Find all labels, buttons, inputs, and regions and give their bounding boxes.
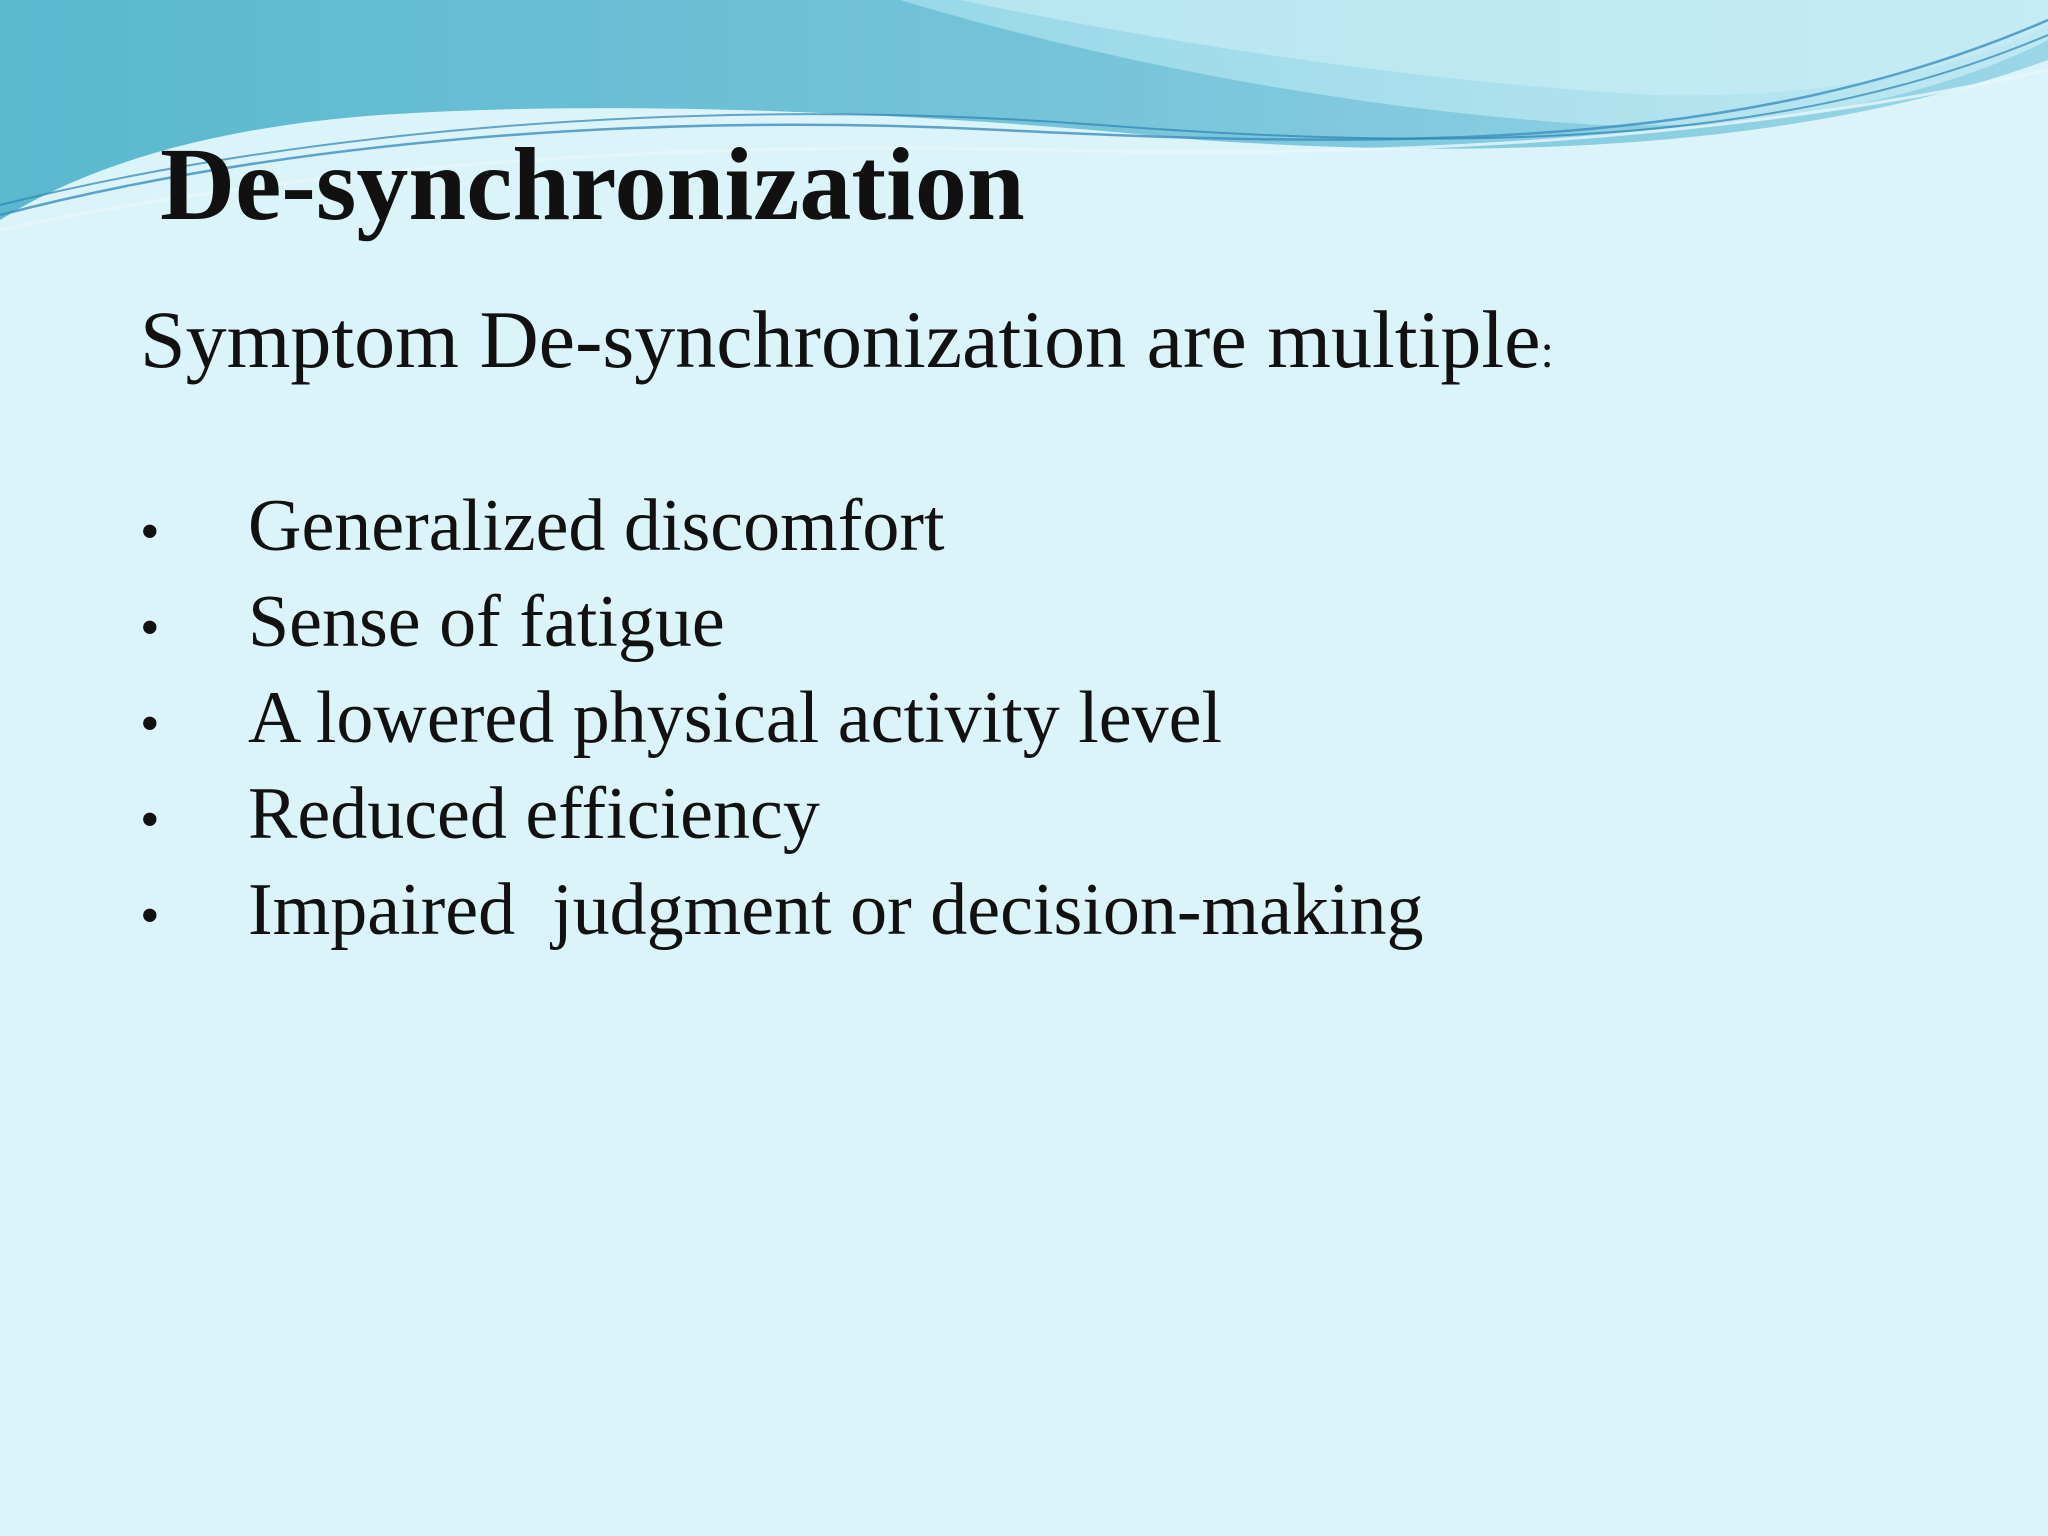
list-item: [140, 766, 1423, 862]
subtitle-text: Symptom De-synchronization are multiple: [140, 294, 1541, 385]
bullet-text: Reduced efficiency: [248, 773, 820, 855]
list-item: [140, 670, 1423, 766]
bullet-dot: •: [140, 597, 160, 659]
bullet-text: Sense of fatigue: [248, 581, 725, 663]
slide-subtitle: [140, 293, 1554, 387]
subtitle-colon: :: [1540, 325, 1554, 378]
list-item: [140, 478, 1423, 574]
bullet-list: [140, 478, 1423, 958]
list-item: [140, 862, 1423, 958]
bullet-dot: •: [140, 885, 160, 947]
bullet-text: A lowered physical activity level: [248, 677, 1223, 759]
slide-title: De-synchronization: [160, 127, 1025, 242]
bullet-text: Impaired judgment or decision-making: [248, 869, 1424, 951]
bullet-dot: •: [140, 693, 160, 755]
bullet-text: Generalized discomfort: [248, 485, 945, 567]
bullet-dot: •: [140, 789, 160, 851]
bullet-dot: •: [140, 501, 160, 563]
list-item: [140, 574, 1423, 670]
